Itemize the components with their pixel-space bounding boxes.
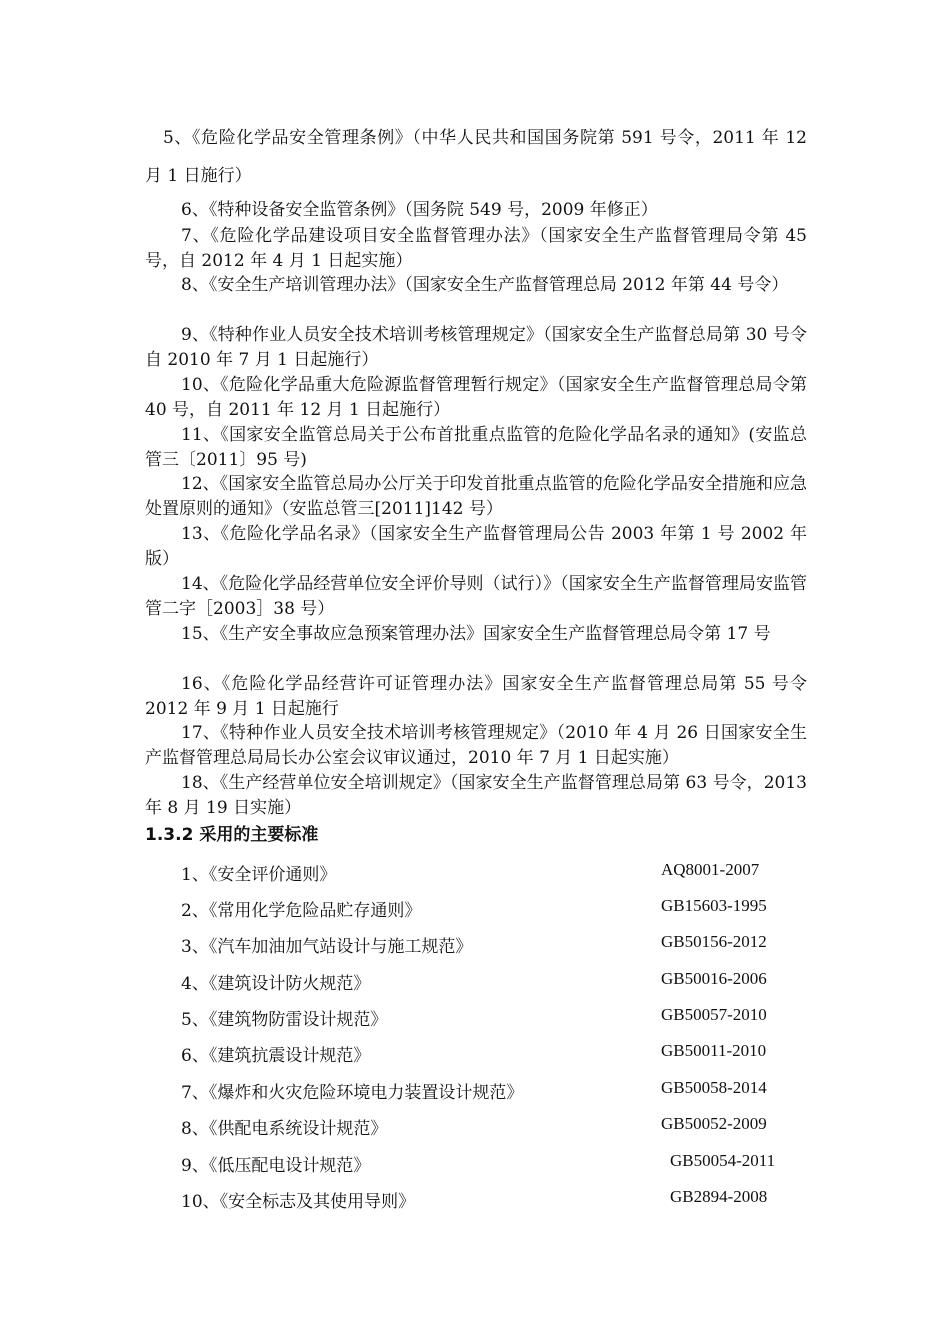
- standard-code: GB50052-2009: [661, 1114, 767, 1133]
- regulation-item: 17、《特种作业人员安全技术培训考核管理规定》（2010 年 4 月 26 日国家安全生产监督管理总局局长办公室会议审议通过，2010 年 7 月 1 日起实施）: [145, 723, 807, 768]
- standard-code: GB50054-2011: [670, 1151, 776, 1170]
- standard-row: [181, 860, 801, 884]
- standard-row: [181, 932, 801, 956]
- standard-name: 6、《建筑抗震设计规范》: [181, 1046, 371, 1066]
- standard-code: AQ8001-2007: [661, 860, 760, 879]
- regulation-item: 15、《生产安全事故应急预案管理办法》国家安全生产监督管理总局令第 17 号: [181, 624, 771, 644]
- standard-code: GB15603-1995: [661, 896, 767, 915]
- standard-code: GB50016-2006: [661, 969, 767, 988]
- standard-code: GB2894-2008: [670, 1187, 768, 1206]
- standard-code: GB50011-2010: [661, 1041, 767, 1060]
- standard-name: 4、《建筑设计防火规范》: [181, 974, 371, 994]
- regulation-item: 13、《危险化学品名录》（国家安全生产监督管理局公告 2003 年第 1 号 2002 年版）: [145, 524, 807, 569]
- standard-name: 3、《汽车加油加气站设计与施工规范》: [181, 937, 473, 957]
- standard-name: 7、《爆炸和火灾危险环境电力装置设计规范》: [181, 1083, 524, 1103]
- regulation-item: 12、《国家安全监管总局办公厅关于印发首批重点监管的危险化学品安全措施和应急处置原则的通知》（安监总管三[2011]142 号）: [145, 474, 807, 519]
- standard-row: [181, 1078, 801, 1102]
- standard-code: GB50057-2010: [661, 1005, 767, 1024]
- section-heading: 1.3.2 采用的主要标准: [145, 825, 319, 845]
- regulation-item: 14、《危险化学品经营单位安全评价导则（试行）》（国家安全生产监督管理局安监管管二字［2003］38 号）: [145, 574, 807, 619]
- standard-code: GB50156-2012: [661, 932, 767, 951]
- standard-name: 10、《安全标志及其使用导则》: [181, 1192, 416, 1212]
- regulation-item: 10、《危险化学品重大危险源监督管理暂行规定》（国家安全生产监督管理总局令第 40 号，自 2011 年 12 月 1 日起施行）: [145, 375, 807, 420]
- regulation-item: 9、《特种作业人员安全技术培训考核管理规定》（国家安全生产监督总局第 30 号令自 2010 年 7 月 1 日起施行）: [145, 325, 807, 370]
- regulation-item: 5、《危险化学品安全管理条例》（中华人民共和国国务院第 591 号令，2011 年 12 月 1 日施行）: [145, 128, 807, 186]
- regulation-item: 8、《安全生产培训管理办法》（国家安全生产监督管理总局 2012 年第 44 号令）: [181, 275, 789, 295]
- regulation-item: 11、《国家安全监管总局关于公布首批重点监管的危险化学品名录的通知》(安监总管三〔2011〕95 号): [145, 425, 807, 470]
- standard-name: 8、《供配电系统设计规范》: [181, 1119, 388, 1139]
- standard-name: 2、《常用化学危险品贮存通则》: [181, 901, 422, 921]
- standard-row: [181, 1187, 801, 1211]
- standard-name: 9、《低压配电设计规范》: [181, 1156, 371, 1176]
- standard-row: [181, 1151, 801, 1175]
- standard-name: 1、《安全评价通则》: [181, 865, 337, 885]
- standard-code: GB50058-2014: [661, 1078, 767, 1097]
- regulation-item: 7、《危险化学品建设项目安全监督管理办法》（国家安全生产监督管理局令第 45 号，自 2012 年 4 月 1 日起实施）: [145, 226, 807, 271]
- regulation-item: 18、《生产经营单位安全培训规定》（国家安全生产监督管理总局第 63 号令，2013 年 8 月 19 日实施）: [145, 773, 807, 818]
- regulation-item: 16、《危险化学品经营许可证管理办法》国家安全生产监督管理总局第 55 号令 2012 年 9 月 1 日起施行: [145, 674, 807, 719]
- standard-row: [181, 969, 801, 993]
- standard-row: [181, 896, 801, 920]
- standard-row: [181, 1005, 801, 1029]
- standard-row: [181, 1041, 801, 1065]
- standard-name: 5、《建筑物防雷设计规范》: [181, 1010, 388, 1030]
- regulation-item: 6、《特种设备安全监管条例》（国务院 549 号，2009 年修正）: [181, 200, 658, 220]
- standard-row: [181, 1114, 801, 1138]
